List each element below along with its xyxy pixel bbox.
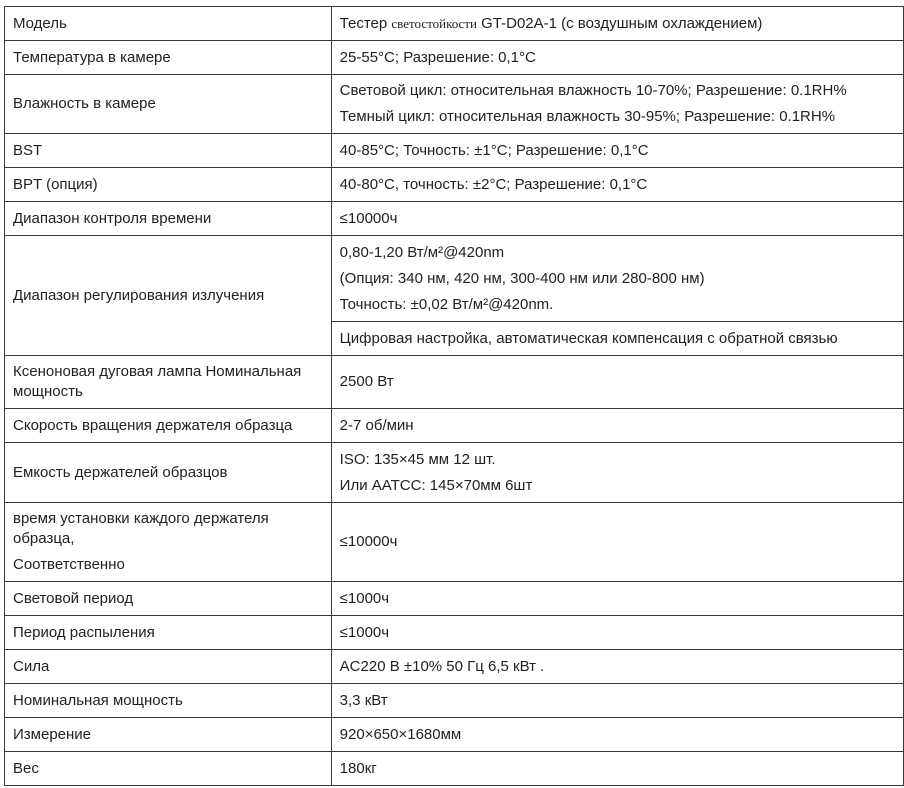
spec-label-chamber-humidity: Влажность в камере: [5, 75, 332, 134]
table-row: [5, 168, 904, 202]
irradiance-range: 0,80-1,20 Вт/м²@420nm: [339, 243, 505, 261]
spec-label-lamp-power: Ксеноновая дуговая лампа Номинальная мощность: [5, 356, 332, 409]
spec-value-lamp-power: 2500 Вт: [331, 356, 903, 409]
spec-value-irradiance: [331, 236, 903, 322]
specification-table: [4, 6, 904, 786]
table-row: [5, 236, 904, 322]
spec-value-spray-period: ≤1000ч: [331, 616, 903, 650]
table-row: [5, 582, 904, 616]
spec-label-dimensions: Измерение: [5, 718, 332, 752]
spec-label-irradiance: Диапазон регулирования излучения: [5, 236, 332, 356]
spec-value-bst: 40-85°C; Точность: ±1°C; Разрешение: 0,1°C: [331, 134, 903, 168]
table-row: [5, 75, 904, 134]
table-row: [5, 503, 904, 582]
spec-value-light-period: ≤1000ч: [331, 582, 903, 616]
model-suffix: GT-D02A-1 (с воздушным охлаждением): [476, 14, 763, 32]
spec-value-time-range: ≤10000ч: [331, 202, 903, 236]
model-small-text: светостойкости: [391, 15, 477, 31]
spec-label-weight: Вес: [5, 752, 332, 786]
spec-label-light-period: Световой период: [5, 582, 332, 616]
table-row: [5, 41, 904, 75]
spec-label-bst: BST: [5, 134, 332, 168]
spec-label-chamber-temperature: Температура в камере: [5, 41, 332, 75]
table-row: [5, 443, 904, 503]
table-row: [5, 409, 904, 443]
table-row: [5, 202, 904, 236]
spec-value-holder-time: ≤10000ч: [331, 503, 903, 582]
holder-time-label-line1: время установки каждого держателя образца,: [13, 510, 269, 547]
spec-value-irradiance-control: Цифровая настройка, автоматическая компенсация с обратной связью: [331, 322, 903, 356]
spec-value-rated-power: 3,3 кВт: [331, 684, 903, 718]
spec-label-bpt: BPT (опция): [5, 168, 332, 202]
table-row: [5, 7, 904, 41]
table-row: [5, 356, 904, 409]
spec-value-dimensions: 920×650×1680мм: [331, 718, 903, 752]
table-row: [5, 718, 904, 752]
spec-label-time-range: Диапазон контроля времени: [5, 202, 332, 236]
spec-label-rotation-speed: Скорость вращения держателя образца: [5, 409, 332, 443]
spec-value-rotation-speed: 2-7 об/мин: [331, 409, 903, 443]
table-row: [5, 616, 904, 650]
spec-value-model: [331, 7, 903, 41]
spec-value-weight: 180кг: [331, 752, 903, 786]
holder-time-label-line2: Соответственно: [13, 556, 125, 573]
spec-label-spray-period: Период распыления: [5, 616, 332, 650]
table-row: [5, 134, 904, 168]
spec-label-power-supply: Сила: [5, 650, 332, 684]
spec-label-holder-time: [5, 503, 332, 582]
spec-value-holder-capacity: [331, 443, 903, 503]
spec-label-rated-power: Номинальная мощность: [5, 684, 332, 718]
holder-capacity-aatcc: Или AATCC: 145×70мм 6шт: [339, 476, 533, 494]
holder-capacity-iso: ISO: 135×45 мм 12 шт.: [339, 450, 496, 468]
table-row: [5, 684, 904, 718]
spec-value-chamber-humidity: [331, 75, 903, 134]
spec-value-power-supply: AC220 В ±10% 50 Гц 6,5 кВт .: [331, 650, 903, 684]
table-row: [5, 650, 904, 684]
irradiance-options: (Опция: 340 нм, 420 нм, 300-400 нм или 280-800 нм): [339, 269, 705, 287]
humidity-dark-cycle: Темный цикл: относительная влажность 30-95%; Разрешение: 0.1RH%: [339, 108, 836, 125]
table-row: [5, 752, 904, 786]
humidity-light-cycle: Световой цикл: относительная влажность 10-70%; Разрешение: 0.1RH%: [339, 82, 847, 99]
irradiance-accuracy: Точность: ±0,02 Вт/м²@420nm.: [339, 295, 554, 313]
spec-value-chamber-temperature: 25-55°C; Разрешение: 0,1°C: [331, 41, 903, 75]
model-prefix: Тестер: [339, 14, 392, 32]
spec-value-bpt: 40-80°C, точность: ±2°C; Разрешение: 0,1°C: [331, 168, 903, 202]
spec-label-holder-capacity: Емкость держателей образцов: [5, 443, 332, 503]
spec-label-model: Модель: [5, 7, 332, 41]
